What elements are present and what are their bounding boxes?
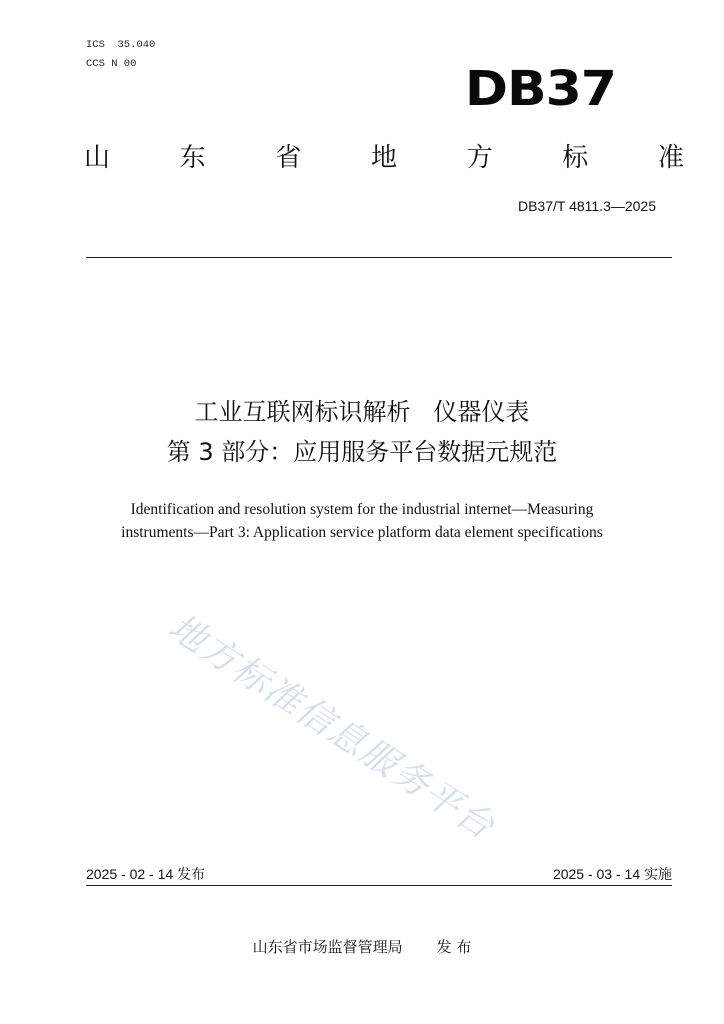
province-char-4: 地: [370, 143, 397, 173]
bottom-divider: [86, 885, 672, 886]
province-standard-heading: [84, 138, 684, 178]
publish-action: 发 布: [436, 938, 472, 956]
chinese-title-line-1: 工业互联网标识解析 仪器仪表: [194, 398, 530, 426]
province-char-2: 东: [179, 143, 206, 173]
top-divider: [86, 257, 672, 258]
province-char-7: 准: [657, 143, 684, 173]
ics-code: ICS 35.040: [86, 39, 156, 51]
english-title: [0, 498, 724, 544]
chinese-title-line-2: 第 3 部分：应用服务平台数据元规范: [166, 438, 558, 466]
implementation-date: 2025 - 03 - 14 实施: [552, 866, 672, 882]
issue-date: 2025 - 02 - 14 发布: [86, 866, 206, 882]
province-char-6: 标: [562, 143, 589, 173]
chinese-title: [0, 392, 724, 472]
province-char-3: 省: [275, 143, 302, 173]
english-title-line-1: Identification and resolution system for the industrial internet—Measuring: [130, 501, 594, 518]
publisher-line: [0, 936, 724, 957]
classification-codes: [86, 36, 155, 74]
province-char-1: 山: [84, 143, 111, 173]
english-title-line-2: instruments—Part 3: Application service platform data element specifications: [121, 524, 603, 541]
ccs-code: CCS N 00: [86, 58, 137, 70]
standard-number: DB37/T 4811.3—2025: [517, 198, 656, 214]
watermark: [161, 600, 608, 860]
watermark-text: 地方标准信息服务平台: [161, 606, 503, 849]
publisher-name: 山东省市场监督管理局: [252, 938, 403, 956]
db37-logo: DB37: [464, 62, 616, 118]
province-char-5: 方: [466, 143, 493, 173]
